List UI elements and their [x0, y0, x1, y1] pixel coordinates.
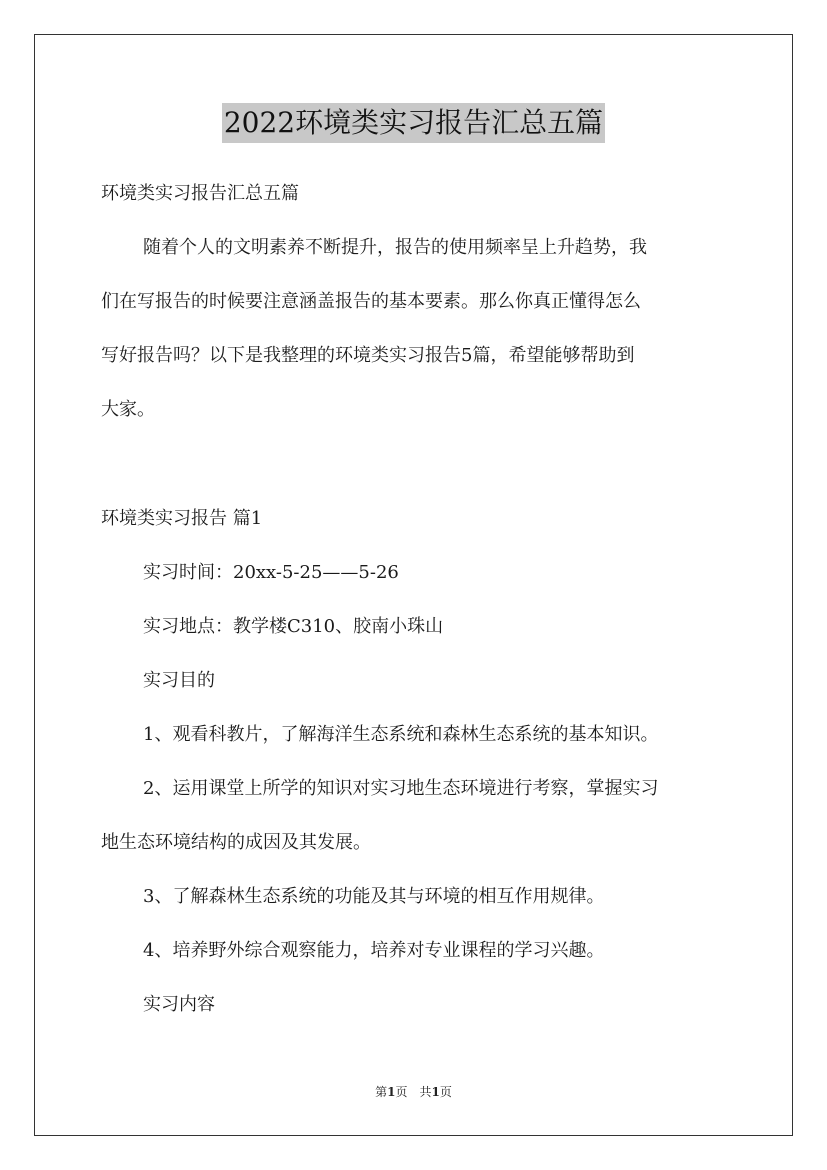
purpose-item-3: 3、了解森林生态系统的功能及其与环境的相互作用规律。 — [143, 886, 605, 907]
purpose-item-4: 4、培养野外综合观察能力，培养对专业课程的学习兴趣。 — [143, 940, 605, 961]
footer-page-total: 1 — [431, 1085, 440, 1099]
footer-page-num: 1 — [387, 1085, 396, 1099]
intro-line-2: 们在写报告的时候要注意涵盖报告的基本要素。那么你真正懂得怎么 — [101, 291, 641, 312]
footer-mid: 页 共 — [395, 1085, 432, 1099]
section-heading: 环境类实习报告 篇1 — [101, 508, 263, 529]
title-container — [0, 103, 827, 143]
purpose-item-1: 1、观看科教片，了解海洋生态系统和森林生态系统的基本知识。 — [143, 724, 659, 745]
footer-suffix: 页 — [439, 1085, 452, 1099]
intro-line-3: 写好报告吗？以下是我整理的环境类实习报告5篇，希望能够帮助到 — [101, 345, 635, 366]
internship-place: 实习地点：教学楼C310、胶南小珠山 — [143, 616, 444, 637]
page-footer — [0, 1084, 827, 1100]
purpose-heading: 实习目的 — [143, 670, 215, 691]
document-subtitle: 环境类实习报告汇总五篇 — [101, 183, 299, 204]
footer-prefix: 第 — [375, 1085, 388, 1099]
internship-time: 实习时间：20xx-5-25——5-26 — [143, 562, 399, 583]
intro-line-1: 随着个人的文明素养不断提升，报告的使用频率呈上升趋势，我 — [143, 237, 647, 258]
purpose-item-2: 2、运用课堂上所学的知识对实习地生态环境进行考察，掌握实习 — [143, 778, 659, 799]
document-title: 2022环境类实习报告汇总五篇 — [222, 103, 605, 143]
intro-line-4: 大家。 — [101, 399, 155, 420]
content-heading: 实习内容 — [143, 994, 215, 1015]
purpose-item-2-cont: 地生态环境结构的成因及其发展。 — [101, 832, 371, 853]
